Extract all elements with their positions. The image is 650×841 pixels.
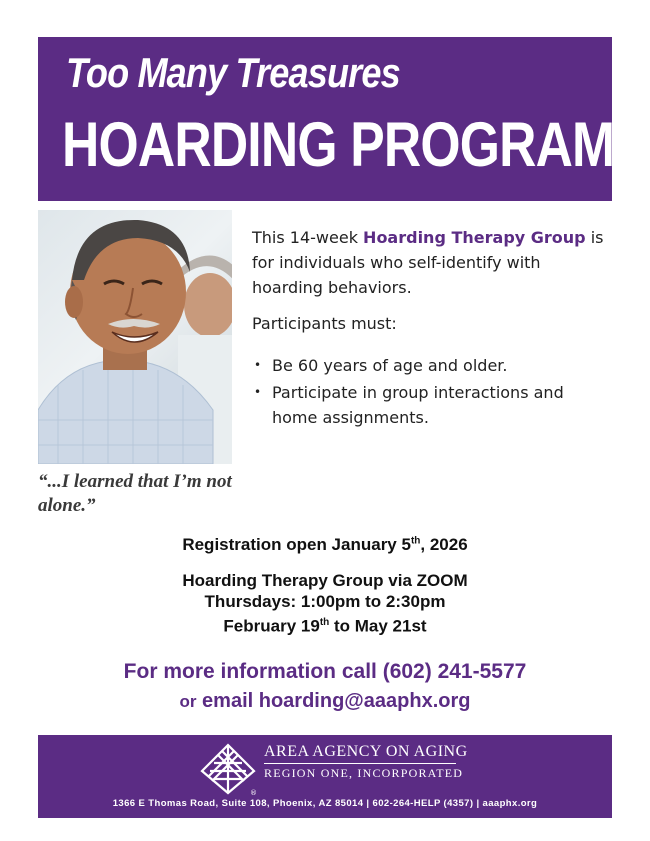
therapy-group-highlight: Hoarding Therapy Group	[363, 228, 586, 247]
registration-text: Registration open January 5	[182, 535, 411, 554]
program-title: HOARDING PROGRAM	[62, 110, 615, 180]
schedule-block	[0, 570, 650, 637]
requirements-list	[252, 353, 612, 432]
registration-sup: th	[410, 535, 421, 547]
requirement-text: Participate in group interactions and home assignments.	[272, 383, 564, 427]
requirement-item	[252, 380, 612, 430]
contact-phone[interactable]: For more information call (602) 241-5577	[123, 660, 527, 683]
program-description	[252, 225, 607, 300]
contact-email[interactable]	[0, 690, 650, 713]
divider	[264, 763, 456, 764]
program-subtitle: Too Many Treasures	[66, 49, 400, 96]
schedule-line-1: Hoarding Therapy Group via ZOOM	[182, 571, 468, 590]
elderly-man-photo	[38, 210, 232, 464]
agency-name: AREA AGENCY ON AGING	[264, 743, 468, 760]
schedule-start: February 19	[223, 616, 320, 636]
schedule-end: to May 21st	[329, 616, 427, 636]
header-banner	[38, 37, 615, 201]
registered-mark: ®	[250, 789, 257, 797]
agency-knot-logo-icon	[196, 741, 260, 802]
requirement-item	[252, 353, 612, 378]
contact-or: or	[179, 692, 197, 711]
footer-address: 1366 E Thomas Road, Suite 108, Phoenix, AZ 85014 | 602-264-HELP (4357) | aaaphx.org	[112, 798, 538, 809]
footer-banner	[38, 735, 612, 818]
testimonial-quote: “...I learned that I’m not alone.”	[38, 471, 232, 516]
schedule-line-2: Thursdays: 1:00pm to 2:30pm	[204, 592, 446, 611]
requirement-text: Be 60 years of age and older.	[272, 356, 508, 375]
description-text-2: is for individuals who self-identify with hoarding behaviors.	[252, 228, 604, 297]
email-link[interactable]: email hoarding@aaaphx.org	[202, 690, 471, 712]
bullet-icon: •	[254, 385, 262, 399]
description-text-1: This 14-week	[252, 228, 364, 247]
agency-region: REGION ONE, INCORPORATED	[264, 766, 464, 780]
participants-heading: Participants must:	[252, 314, 397, 333]
schedule-sup: th	[319, 617, 330, 628]
registration-year: , 2026	[420, 535, 468, 554]
schedule-line-3	[0, 612, 650, 637]
registration-notice	[0, 535, 650, 555]
bullet-icon: •	[254, 358, 262, 372]
